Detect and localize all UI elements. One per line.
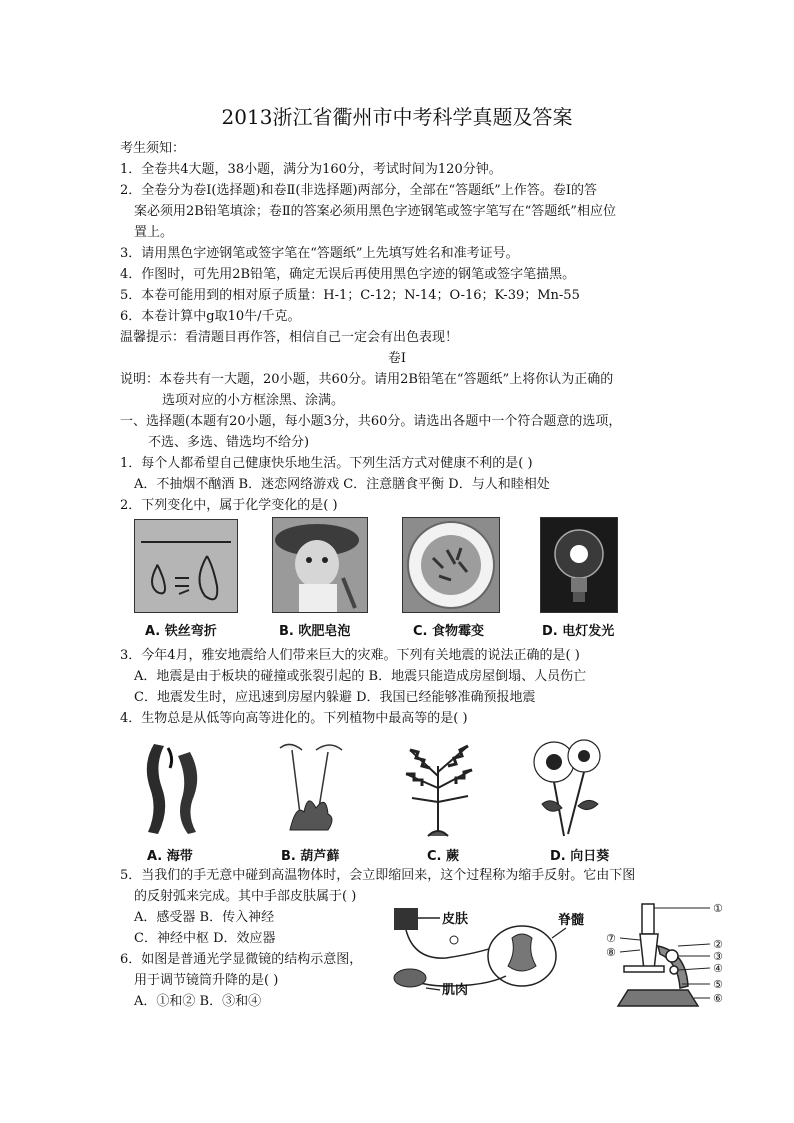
sunflower-icon [522, 734, 612, 838]
q5-options-ab: A．感受器 B．传入神经 [134, 910, 275, 925]
notice-item-4: 4．作图时，可先用2B铅笔，确定无误后再使用黑色字迹的钢笔或签字笔描黑。 [120, 267, 576, 282]
q3-stem: 3．今年4月，雅安地震给人们带来巨大的灾难。下列有关地震的说法正确的是( ) [120, 648, 580, 663]
section-desc-2: 选项对应的小方框涂黑、涂满。 [162, 393, 345, 408]
q2-image-c [402, 517, 500, 613]
q1-options: A．不抽烟不酗酒 B．迷恋网络游戏 C．注意膳食平衡 D．与人和睦相处 [134, 477, 550, 492]
microscope-label-4: ④ [713, 962, 723, 975]
q4-caption-d: D. 向日葵 [550, 849, 610, 864]
q4-caption-b: B. 葫芦藓 [281, 849, 340, 864]
q3-options-ab: A．地震是由于板块的碰撞或张裂引起的 B．地震只能造成房屋倒塌、人员伤亡 [134, 669, 587, 684]
q1-stem: 1．每个人都希望自己健康快乐地生活。下列生活方式对健康不利的是( ) [120, 456, 533, 471]
q6-options: A．①和② B．③和④ [134, 994, 262, 1009]
q5-stem-2: 的反射弧来完成。其中手部皮肤属于( ) [134, 889, 357, 904]
q6-stem-1: 6．如图是普通光学显微镜的结构示意图， [120, 952, 363, 967]
muscle-icon [394, 969, 426, 987]
q4-caption-a: A. 海带 [147, 849, 193, 864]
eyepiece-icon [642, 904, 654, 934]
q2-caption-d: D. 电灯发光 [542, 624, 615, 639]
spine-label: 脊髓 [558, 913, 585, 928]
q2-stem: 2．下列变化中，属于化学变化的是( ) [120, 498, 338, 513]
page-title: 2013浙江省衢州市中考科学真题及答案 [221, 105, 573, 129]
notice-item-1: 1．全卷共4大题，38小题，满分为160分，考试时间为120分钟。 [120, 162, 502, 177]
fern-icon [398, 736, 478, 838]
q4-stem: 4．生物总是从低等向高等进化的。下列植物中最高等的是( ) [120, 711, 468, 726]
q2-caption-b: B. 吹肥皂泡 [279, 624, 351, 639]
notice-item-2-end: 置上。 [134, 225, 174, 240]
q3-options-cd: C．地震发生时，应迅速到房屋内躲避 D．我国已经能够准确预报地震 [134, 690, 536, 705]
moldy-food-icon [403, 518, 499, 612]
microscope-label-7: ⑦ [606, 932, 616, 945]
section-heading: 卷Ⅰ [387, 351, 407, 366]
moss-icon [270, 738, 350, 838]
light-bulb-icon [541, 518, 617, 612]
notice-item-3: 3．请用黑色字迹钢笔或签字笔在“答题纸”上先填写姓名和准考证号。 [120, 246, 519, 261]
notice-heading: 考生须知： [120, 141, 186, 156]
q4-caption-c: C. 蕨 [427, 849, 460, 864]
q5-options-cd: C．神经中枢 D．效应器 [134, 931, 276, 946]
part-heading-1: 一、选择题(本题有20小题，每小题3分，共60分。请选出各题中一个符合题意的选项， [120, 414, 622, 429]
microscope-label-5: ⑤ [713, 978, 723, 991]
muscle-label: 肌肉 [442, 983, 469, 998]
notice-tip: 温馨提示：看清题目再作答，相信自己一定会有出色表现！ [120, 330, 459, 345]
wire-bending-icon [135, 520, 237, 612]
microscope-label-2: ② [713, 938, 723, 951]
q2-caption-c: C. 食物霉变 [413, 624, 485, 639]
notice-item-6: 6．本卷计算中g取10牛/千克。 [120, 309, 301, 324]
reflex-arc-diagram [386, 898, 596, 1018]
part-heading-2: 不选、多选、错选均不给分) [148, 435, 310, 450]
microscope-diagram [598, 900, 738, 1020]
notice-item-5: 5．本卷可能用到的相对原子质量：H-1；C-12；N-14；O-16；K-39；Mn-55 [120, 288, 580, 303]
skin-label: 皮肤 [442, 912, 469, 927]
skin-block-icon [394, 908, 418, 930]
notice-item-2: 2．全卷分为卷Ⅰ(选择题)和卷Ⅱ(非选择题)两部分，全部在“答题纸”上作答。卷Ⅰ的答 [120, 183, 597, 198]
section-desc-1: 说明：本卷共有一大题，20小题，共60分。请用2B铅笔在“答题纸”上将你认为正确的 [120, 372, 614, 387]
kelp-icon [140, 738, 204, 838]
soap-bubble-child-icon [273, 518, 367, 612]
q2-image-d [540, 517, 618, 613]
q2-image-b [272, 517, 368, 613]
notice-item-2-cont: 案必须用2B铅笔填涂；卷Ⅱ的答案必须用黑色字迹钢笔或签字笔写在“答题纸”相应位 [134, 204, 616, 219]
q6-stem-2: 用于调节镜筒升降的是( ) [134, 973, 279, 988]
microscope-label-3: ③ [713, 950, 723, 963]
microscope-label-1: ① [713, 902, 723, 915]
microscope-label-8: ⑧ [606, 946, 616, 959]
microscope-label-6: ⑥ [713, 992, 723, 1005]
q2-image-a [134, 519, 238, 613]
q2-caption-a: A. 铁丝弯折 [145, 624, 217, 639]
q5-stem-1: 5．当我们的手无意中碰到高温物体时，会立即缩回来，这个过程称为缩手反射。它由下图 [120, 868, 636, 883]
